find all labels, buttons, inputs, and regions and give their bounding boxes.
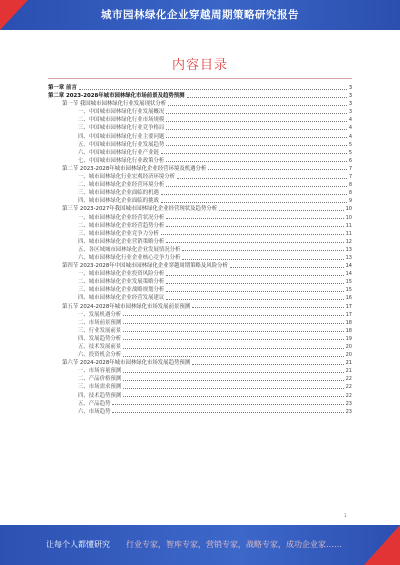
toc-entry-label: 第一章 前言: [48, 85, 77, 91]
toc-entry[interactable]: [48, 294, 352, 302]
toc-entry[interactable]: [48, 222, 352, 230]
toc-entry-label: 六、城市园林绿化行业企业核心竞争力分析: [78, 254, 181, 261]
table-of-contents: [48, 84, 352, 416]
toc-entry-label: 七、中国城市园林绿化行业政策分析: [78, 157, 165, 164]
toc-entry[interactable]: [48, 246, 352, 254]
toc-entry[interactable]: [48, 375, 352, 383]
toc-entry[interactable]: [48, 311, 352, 319]
toc-dot-leader: [166, 291, 343, 292]
toc-entry[interactable]: [48, 165, 352, 173]
toc-dot-leader: [161, 194, 347, 195]
toc-dot-leader: [208, 169, 347, 170]
header-bar: [0, 0, 400, 30]
toc-heading-divider: [48, 78, 352, 79]
toc-entry-page: 22: [345, 384, 352, 391]
toc-dot-leader: [166, 129, 347, 130]
toc-entry-label: 第二章 2023-2028年城市园林绿化市场前景及趋势预测: [48, 93, 185, 100]
toc-entry[interactable]: [48, 408, 352, 416]
toc-dot-leader: [182, 250, 343, 251]
toc-entry-page: 9: [348, 198, 352, 205]
report-title: 城市园林绿化企业穿越周期策略研究报告: [101, 9, 299, 21]
toc-entry[interactable]: [48, 286, 352, 294]
toc-entry[interactable]: [48, 108, 352, 116]
toc-entry[interactable]: [48, 270, 352, 278]
toc-entry-page: 3: [348, 101, 352, 108]
toc-entry-label: 五、技术发展前景: [78, 344, 122, 350]
toc-entry-page: 7: [348, 165, 352, 172]
toc-entry-page: 3: [348, 85, 352, 91]
toc-entry-label: 四、城市园林绿化企业营销策略分析: [78, 238, 165, 245]
page-marker: 1: [344, 513, 347, 518]
toc-entry-label: 一、中国城市园林绿化行业发展概况: [78, 109, 165, 116]
toc-dot-leader: [123, 372, 343, 373]
toc-dot-leader: [123, 348, 343, 349]
toc-entry-page: 12: [345, 238, 352, 245]
toc-entry[interactable]: [48, 149, 352, 157]
toc-dot-leader: [123, 356, 343, 357]
toc-entry[interactable]: [48, 343, 352, 351]
toc-entry[interactable]: [48, 92, 352, 100]
toc-dot-leader: [166, 226, 343, 227]
toc-entry[interactable]: [48, 335, 352, 343]
toc-entry-page: 16: [345, 295, 352, 302]
toc-dot-leader: [123, 396, 343, 397]
toc-entry-page: 3: [348, 109, 352, 116]
toc-entry-label: 二、产品价格预测: [78, 376, 122, 383]
toc-entry-label: 第三节 2023-2027年我国城市园林绿化企业经营现状及趋势分析: [62, 206, 218, 213]
toc-dot-leader: [123, 380, 343, 381]
toc-entry[interactable]: [48, 214, 352, 222]
toc-entry-label: 三、城市园林绿化企业竞争力分析: [78, 230, 159, 237]
toc-entry-page: 4: [348, 133, 352, 140]
toc-entry-page: 5: [348, 141, 352, 148]
toc-entry[interactable]: [48, 100, 352, 108]
toc-dot-leader: [123, 315, 343, 316]
toc-entry[interactable]: [48, 84, 352, 92]
toc-dot-leader: [123, 339, 343, 340]
toc-entry-page: 3: [348, 93, 352, 100]
toc-entry-page: 8: [348, 190, 352, 197]
toc-entry-label: 一、城市园林绿化企业经营状况分析: [78, 214, 165, 221]
toc-entry[interactable]: [48, 359, 352, 367]
toc-dot-leader: [182, 259, 343, 260]
toc-entry-label: 第二节 2023-2028年城市园林绿化企业经营环境及机遇分析: [62, 165, 207, 172]
footer-slogan: 让每个人都懂研究: [46, 540, 110, 549]
toc-entry[interactable]: [48, 124, 352, 132]
toc-entry-label: 第一节 我国城市园林绿化行业发展现状分析: [62, 101, 167, 108]
toc-entry-page: 10: [345, 206, 352, 213]
toc-entry-page: 11: [345, 222, 352, 229]
toc-entry-page: 21: [345, 360, 352, 367]
toc-entry[interactable]: [48, 116, 352, 124]
toc-dot-leader: [112, 404, 343, 405]
toc-entry-label: 六、投资机会分析: [78, 352, 122, 359]
toc-entry-label: 二、中国城市园林绿化行业市场规模: [78, 117, 165, 124]
toc-entry-label: 一、发展机遇分析: [78, 311, 122, 318]
footer-bar: [0, 525, 400, 565]
toc-entry[interactable]: [48, 157, 352, 165]
toc-entry-page: 14: [345, 271, 352, 278]
toc-entry-label: 二、市场前景预测: [78, 319, 122, 326]
toc-entry-page: 18: [345, 327, 352, 334]
toc-entry[interactable]: [48, 238, 352, 246]
toc-entry-label: 四、发展趋势分析: [78, 335, 122, 342]
toc-entry-page: 15: [345, 287, 352, 294]
toc-entry-label: 四、中国城市园林绿化行业主要问题: [78, 133, 165, 140]
toc-entry-label: 三、行业发展前景: [78, 327, 122, 334]
toc-entry-page: 7: [348, 174, 352, 181]
toc-entry[interactable]: [48, 303, 352, 311]
toc-entry-label: 六、市场趋势: [78, 408, 111, 415]
toc-entry-page: 4: [348, 125, 352, 132]
toc-entry[interactable]: [48, 319, 352, 327]
toc-entry[interactable]: [48, 351, 352, 359]
toc-entry-label: 第五节 2024-2028年城市园林绿化市场发展前景预测: [62, 303, 191, 310]
toc-entry-page: 10: [345, 214, 352, 221]
toc-entry[interactable]: [48, 367, 352, 375]
toc-entry-page: 19: [345, 335, 352, 342]
toc-entry[interactable]: [48, 262, 352, 270]
toc-dot-leader: [192, 364, 343, 365]
toc-dot-leader: [79, 89, 347, 90]
toc-entry-label: 四、城市园林绿化企业经营发展建议: [78, 295, 165, 302]
toc-entry-label: 三、中国城市园林绿化行业竞争格局: [78, 125, 165, 132]
toc-entry[interactable]: [48, 197, 352, 205]
toc-entry-page: 21: [345, 368, 352, 375]
toc-heading: 内容目录: [171, 58, 228, 73]
toc-entry-page: 8: [348, 182, 352, 189]
toc-entry[interactable]: [48, 173, 352, 181]
toc-dot-leader: [123, 331, 343, 332]
toc-entry-page: 18: [345, 319, 352, 326]
toc-entry-label: 二、城市园林绿化企业经营环境分析: [78, 182, 165, 189]
footer-accent-corner: [364, 525, 400, 565]
toc-entry-label: 二、城市园林绿化企业经营趋势分析: [78, 222, 165, 229]
toc-dot-leader: [161, 202, 347, 203]
toc-entry-page: 20: [345, 344, 352, 350]
toc-dot-leader: [166, 283, 343, 284]
toc-entry-label: 四、城市园林绿化企业面临的挑战: [78, 198, 159, 205]
toc-entry-label: 五、产品趋势: [78, 400, 111, 407]
toc-entry[interactable]: [48, 133, 352, 141]
toc-entry-label: 一、城市园林绿化行业宏观经济环境分析: [78, 174, 176, 181]
toc-entry-page: 22: [345, 392, 352, 399]
toc-entry-page: 23: [345, 400, 352, 407]
toc-entry-page: 4: [348, 117, 352, 124]
toc-entry-page: 17: [345, 303, 352, 310]
toc-entry-page: 20: [345, 352, 352, 359]
toc-entry[interactable]: [48, 181, 352, 189]
toc-dot-leader: [161, 153, 347, 154]
toc-entry[interactable]: [48, 392, 352, 400]
toc-dot-leader: [166, 275, 343, 276]
toc-entry-label: 第四节 2023-2028年中国城市园林绿化企业穿越周期策略及风险分析: [62, 263, 228, 270]
toc-entry-label: 三、城市园林绿化企业面临的机遇: [78, 190, 159, 197]
toc-dot-leader: [166, 186, 347, 187]
toc-entry-page: 11: [345, 230, 352, 237]
toc-entry-page: 22: [345, 376, 352, 383]
toc-entry-label: 四、技术趋势预测: [78, 392, 122, 399]
toc-dot-leader: [123, 323, 343, 324]
toc-dot-leader: [166, 137, 347, 138]
toc-entry[interactable]: [48, 383, 352, 391]
toc-dot-leader: [166, 145, 347, 146]
toc-entry-label: 一、市场容量预测: [78, 368, 122, 375]
toc-entry[interactable]: [48, 205, 352, 213]
toc-entry-label: 三、城市园林绿化企业战略规划分析: [78, 287, 165, 294]
toc-dot-leader: [123, 388, 343, 389]
toc-entry[interactable]: [48, 141, 352, 149]
toc-dot-leader: [166, 161, 347, 162]
toc-entry-page: 23: [345, 408, 352, 415]
toc-entry-label: 二、城市园林绿化企业发展策略分析: [78, 279, 165, 286]
toc-dot-leader: [187, 97, 347, 98]
toc-entry-page: 6: [348, 157, 352, 164]
toc-entry-page: 17: [345, 311, 352, 318]
toc-dot-leader: [112, 412, 343, 413]
toc-entry[interactable]: [48, 327, 352, 335]
toc-dot-leader: [166, 218, 343, 219]
toc-dot-leader: [166, 242, 343, 243]
toc-dot-leader: [166, 113, 347, 114]
footer-experts-text: 行业专家，智库专家，营销专家，战略专家，成功企业家……: [126, 540, 342, 549]
toc-entry-page: 13: [345, 246, 352, 253]
toc-dot-leader: [192, 307, 343, 308]
toc-entry-label: 一、城市园林绿化企业投资风险分析: [78, 271, 165, 278]
toc-entry-page: 15: [345, 279, 352, 286]
toc-entry[interactable]: [48, 189, 352, 197]
toc-entry-label: 五、中国城市园林绿化行业发展趋势: [78, 141, 165, 148]
toc-dot-leader: [230, 267, 344, 268]
toc-entry-page: 14: [345, 263, 352, 270]
toc-entry-label: 六、中国城市园林绿化行业产业链: [78, 149, 159, 156]
toc-dot-leader: [177, 178, 347, 179]
toc-dot-leader: [161, 234, 344, 235]
toc-entry[interactable]: [48, 278, 352, 286]
toc-entry-label: 三、市场需求预测: [78, 384, 122, 391]
toc-dot-leader: [166, 121, 347, 122]
toc-dot-leader: [166, 299, 343, 300]
toc-entry-label: 第六节 2024-2028年城市园林绿化市场发展趋势预测: [62, 360, 191, 367]
toc-entry-label: 五、各区域城市园林绿化企业发展情况分析: [78, 246, 181, 253]
toc-entry[interactable]: [48, 400, 352, 408]
toc-entry[interactable]: [48, 254, 352, 262]
toc-dot-leader: [168, 105, 347, 106]
toc-entry-page: 5: [348, 149, 352, 156]
toc-entry[interactable]: [48, 230, 352, 238]
toc-entry-page: 13: [345, 254, 352, 261]
toc-dot-leader: [219, 210, 344, 211]
